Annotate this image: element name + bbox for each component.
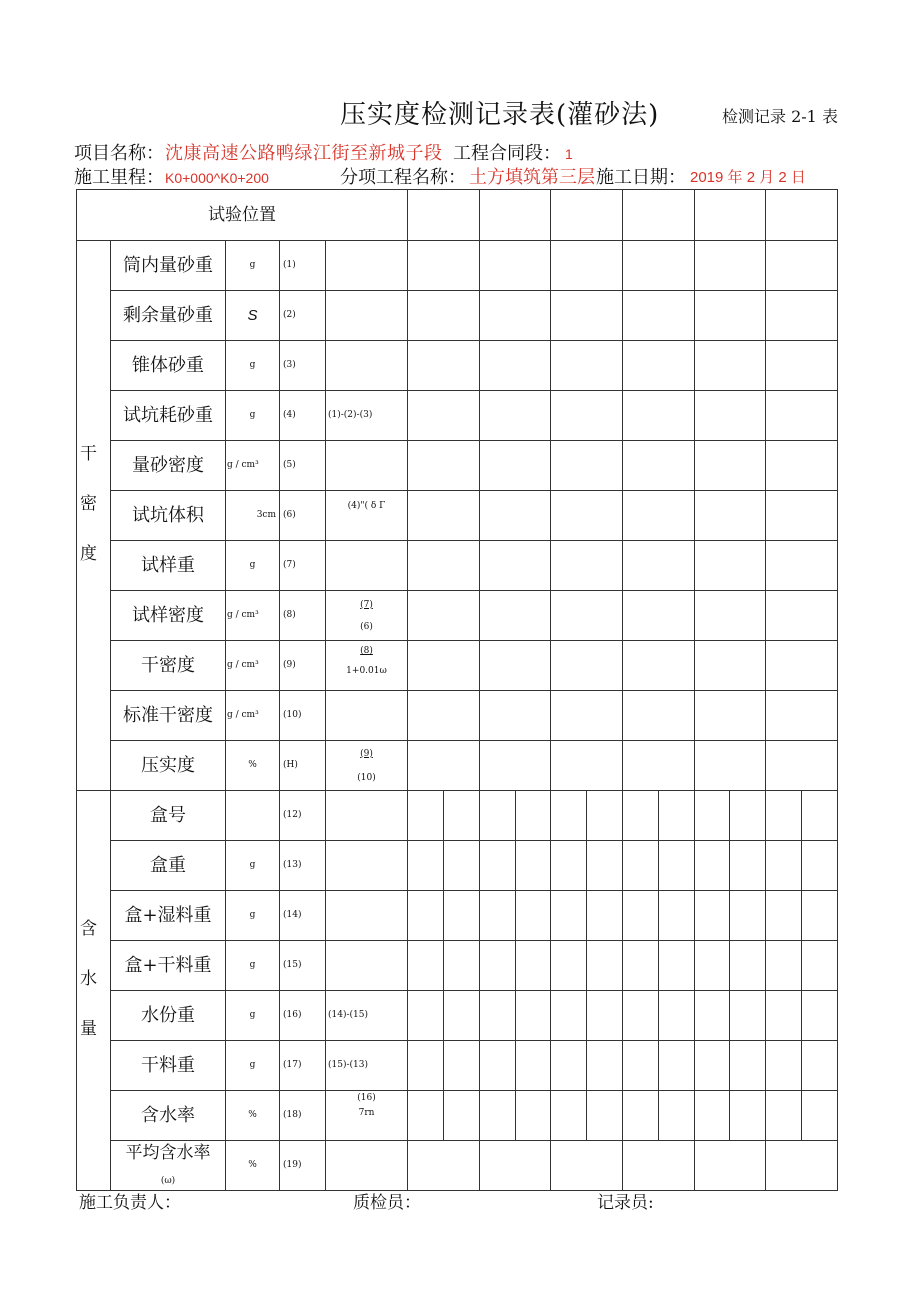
table-row (77, 291, 838, 341)
data-cell (694, 791, 730, 841)
data-cell (766, 941, 802, 991)
data-cell (622, 1041, 658, 1091)
data-cell (694, 441, 766, 491)
data-cell (622, 541, 694, 591)
data-cell (766, 391, 838, 441)
data-cell (802, 991, 838, 1041)
table-row (77, 391, 838, 441)
data-cell (479, 241, 551, 291)
item-name: 筒内量砂重 (111, 241, 226, 291)
row-number: (1) (280, 241, 326, 291)
formula (326, 441, 408, 491)
unit: g (226, 1041, 280, 1091)
data-cell (802, 1041, 838, 1091)
data-cell (694, 691, 766, 741)
row-number: (5) (280, 441, 326, 491)
data-cell (622, 391, 694, 441)
data-cell (408, 591, 480, 641)
formula-numerator: (16) (357, 1093, 376, 1103)
data-cell (694, 641, 766, 691)
unit: g (226, 541, 280, 591)
formula-fraction (326, 591, 408, 641)
data-cell (479, 541, 551, 591)
document-title: 压实度检测记录表(灌砂法) (340, 100, 660, 130)
data-cell (551, 591, 623, 641)
row-number: (6) (280, 491, 326, 541)
data-cell (408, 291, 480, 341)
data-cell (443, 791, 479, 841)
data-cell (622, 1141, 694, 1191)
test-position-cell (622, 190, 694, 241)
unit: % (226, 1141, 280, 1191)
data-cell (622, 291, 694, 341)
data-cell (658, 1041, 694, 1091)
data-cell (408, 791, 444, 841)
item-name: 试样重 (111, 541, 226, 591)
data-cell (551, 241, 623, 291)
data-cell (694, 941, 730, 991)
data-cell (515, 791, 551, 841)
unit: g (226, 991, 280, 1041)
row-number: (2) (280, 291, 326, 341)
formula (326, 241, 408, 291)
data-cell (694, 341, 766, 391)
item-subscript: (ω) (160, 1176, 176, 1186)
test-position-cell (479, 190, 551, 241)
item-name: 标准干密度 (111, 691, 226, 741)
data-cell (694, 1141, 766, 1191)
row-number: (10) (280, 691, 326, 741)
data-cell (802, 941, 838, 991)
data-cell (587, 891, 623, 941)
data-cell (443, 841, 479, 891)
quality-inspector-label: 质检员： (353, 1193, 421, 1213)
unit: g / cm³ (226, 441, 280, 491)
data-cell (766, 591, 838, 641)
section-char: 密 (80, 493, 97, 514)
data-cell (766, 991, 802, 1041)
item-name: 压实度 (111, 741, 226, 791)
unit: g / cm³ (226, 691, 280, 741)
data-cell (587, 791, 623, 841)
row-number: (3) (280, 341, 326, 391)
item-name: 含水率 (111, 1091, 226, 1141)
data-cell (587, 841, 623, 891)
item-name: 水份重 (111, 991, 226, 1041)
data-cell (730, 941, 766, 991)
item-name: 量砂密度 (111, 441, 226, 491)
table-row (77, 991, 838, 1041)
unit: g / cm³ (226, 591, 280, 641)
data-cell (587, 991, 623, 1041)
data-cell (408, 1041, 444, 1091)
data-cell (694, 491, 766, 541)
formula: (4)"( δ Γ (326, 491, 408, 541)
data-cell (622, 741, 694, 791)
data-cell (766, 1141, 838, 1191)
contract-value: 1 (565, 146, 573, 162)
formula-numerator: (9) (360, 748, 373, 759)
item-name: 盒+干料重 (111, 941, 226, 991)
data-cell (766, 841, 802, 891)
table-row (77, 841, 838, 891)
row-number: (12) (280, 791, 326, 841)
date-value: 2019 年 2 月 2 日 (690, 169, 806, 186)
data-cell (479, 891, 515, 941)
mileage-value: K0+000^K0+200 (165, 170, 269, 186)
data-cell (551, 1141, 623, 1191)
data-cell (551, 941, 587, 991)
formula-numerator: (8) (360, 646, 373, 656)
unit: g (226, 941, 280, 991)
formula (326, 841, 408, 891)
data-cell (730, 1091, 766, 1141)
data-cell (658, 791, 694, 841)
row-number: (9) (280, 641, 326, 691)
unit: g / cm³ (226, 641, 280, 691)
formula (326, 941, 408, 991)
data-cell (766, 441, 838, 491)
data-cell (479, 291, 551, 341)
section-char: 含 (80, 918, 97, 939)
data-cell (766, 541, 838, 591)
data-cell (443, 941, 479, 991)
data-cell (622, 891, 658, 941)
row-number: (18) (280, 1091, 326, 1141)
test-position-cell (408, 190, 480, 241)
table-row (77, 1141, 838, 1191)
data-cell (515, 891, 551, 941)
table-row (77, 441, 838, 491)
unit: g (226, 391, 280, 441)
item-name: 盒重 (111, 841, 226, 891)
data-cell (766, 1041, 802, 1091)
data-cell (551, 641, 623, 691)
row-number: (4) (280, 391, 326, 441)
mileage-label: 施工里程： (74, 167, 164, 188)
data-cell (443, 891, 479, 941)
table-row (77, 591, 838, 641)
table-row (77, 541, 838, 591)
item-name: 干料重 (111, 1041, 226, 1091)
subitem-label: 分项工程名称： (340, 167, 466, 188)
data-cell (622, 691, 694, 741)
section-char: 水 (80, 968, 97, 989)
formula: (1)-(2)-(3) (326, 391, 408, 441)
data-cell (658, 941, 694, 991)
table-row (77, 641, 838, 691)
data-cell (766, 891, 802, 941)
data-cell (515, 1041, 551, 1091)
data-cell (766, 641, 838, 691)
data-cell (408, 1091, 444, 1141)
formula-fraction (326, 741, 408, 791)
data-cell (622, 591, 694, 641)
data-cell (551, 691, 623, 741)
data-cell (802, 891, 838, 941)
row-number: (13) (280, 841, 326, 891)
data-cell (479, 341, 551, 391)
data-cell (408, 1141, 480, 1191)
project-label: 项目名称： (74, 143, 164, 164)
project-value: 沈康高速公路鸭绿江街至新城子段 (165, 143, 443, 164)
data-cell (479, 791, 515, 841)
header-row (77, 190, 838, 241)
data-cell (515, 941, 551, 991)
formula-fraction (326, 641, 408, 691)
row-number: (19) (280, 1141, 326, 1191)
data-cell (658, 891, 694, 941)
data-cell (479, 691, 551, 741)
data-cell (479, 1091, 515, 1141)
item-name: 平均含水率 (125, 1143, 211, 1163)
item-name: 锥体砂重 (111, 341, 226, 391)
data-cell (479, 441, 551, 491)
test-position-cell (551, 190, 623, 241)
data-cell (551, 841, 587, 891)
data-cell (479, 591, 551, 641)
formula (326, 341, 408, 391)
data-cell (551, 741, 623, 791)
data-cell (479, 741, 551, 791)
formula (326, 891, 408, 941)
item-name: 试坑体积 (111, 491, 226, 541)
formula-fraction (326, 1091, 408, 1141)
unit: g (226, 341, 280, 391)
date-label: 施工日期： (596, 167, 686, 188)
formula-denominator: 7rn (358, 1108, 375, 1118)
data-cell (622, 991, 658, 1041)
construction-lead-label: 施工负责人： (79, 1193, 181, 1213)
data-cell (408, 491, 480, 541)
formula-denominator: (6) (360, 621, 373, 632)
table-row (77, 941, 838, 991)
row-number: (15) (280, 941, 326, 991)
data-cell (408, 441, 480, 491)
data-cell (551, 391, 623, 441)
data-cell (622, 941, 658, 991)
data-cell (408, 741, 480, 791)
data-cell (802, 841, 838, 891)
data-cell (551, 541, 623, 591)
item-name: 盒号 (111, 791, 226, 841)
data-cell (802, 791, 838, 841)
unit: % (226, 741, 280, 791)
table-row (77, 241, 838, 291)
data-cell (587, 1091, 623, 1141)
data-cell (766, 341, 838, 391)
data-cell (766, 241, 838, 291)
data-cell (408, 341, 480, 391)
data-cell (551, 291, 623, 341)
formula (326, 691, 408, 741)
data-cell (479, 991, 515, 1041)
data-cell (515, 1091, 551, 1141)
table-row (77, 691, 838, 741)
item-name: 干密度 (111, 641, 226, 691)
data-cell (479, 391, 551, 441)
data-cell (479, 941, 515, 991)
data-cell (443, 1091, 479, 1141)
data-cell (622, 841, 658, 891)
item-name: 试样密度 (111, 591, 226, 641)
test-position-cell (766, 190, 838, 241)
data-cell (622, 241, 694, 291)
data-cell (515, 841, 551, 891)
data-cell (622, 491, 694, 541)
data-cell (408, 991, 444, 1041)
data-cell (694, 1091, 730, 1141)
data-cell (551, 341, 623, 391)
data-cell (694, 541, 766, 591)
data-cell (551, 991, 587, 1041)
data-cell (694, 391, 766, 441)
data-cell (551, 791, 587, 841)
data-cell (766, 291, 838, 341)
data-cell (443, 991, 479, 1041)
formula (326, 1141, 408, 1191)
data-cell (408, 641, 480, 691)
table-row (77, 1041, 838, 1091)
data-cell (408, 691, 480, 741)
record-table (76, 189, 838, 1191)
data-cell (408, 391, 480, 441)
item-name: 试坑耗砂重 (111, 391, 226, 441)
data-cell (766, 791, 802, 841)
data-cell (694, 591, 766, 641)
data-cell (408, 841, 444, 891)
data-cell (551, 1041, 587, 1091)
table-row (77, 741, 838, 791)
data-cell (694, 291, 766, 341)
data-cell (694, 991, 730, 1041)
data-cell (622, 1091, 658, 1141)
formula-denominator: 1+0.01ω (346, 666, 387, 676)
data-cell (694, 841, 730, 891)
data-cell (551, 891, 587, 941)
data-cell (551, 491, 623, 541)
row-number: (H) (280, 741, 326, 791)
data-cell (622, 641, 694, 691)
data-cell (622, 791, 658, 841)
data-cell (766, 741, 838, 791)
data-cell (587, 1041, 623, 1091)
row-number: (14) (280, 891, 326, 941)
formula-denominator: (10) (357, 772, 376, 783)
formula (326, 791, 408, 841)
data-cell (766, 491, 838, 541)
data-cell (730, 991, 766, 1041)
unit: 3cm (226, 491, 280, 541)
data-cell (658, 991, 694, 1041)
data-cell (766, 1091, 802, 1141)
data-cell (622, 441, 694, 491)
table-row (77, 891, 838, 941)
data-cell (587, 941, 623, 991)
data-cell (658, 841, 694, 891)
row-number: (16) (280, 991, 326, 1041)
data-cell (408, 541, 480, 591)
test-position-label: 试验位置 (77, 190, 408, 241)
item-name-cell (111, 1141, 226, 1191)
section-char: 干 (80, 443, 97, 464)
data-cell (730, 841, 766, 891)
data-cell (515, 991, 551, 1041)
data-cell (658, 1091, 694, 1141)
unit: g (226, 841, 280, 891)
data-cell (730, 891, 766, 941)
unit: % (226, 1091, 280, 1141)
form-code: 检测记录 2-1 表 (722, 107, 838, 126)
data-cell (408, 891, 444, 941)
data-cell (408, 941, 444, 991)
unit: g (226, 241, 280, 291)
formula: (15)-(13) (326, 1041, 408, 1091)
row-number: (8) (280, 591, 326, 641)
data-cell (802, 1091, 838, 1141)
formula: (14)-(15) (326, 991, 408, 1041)
table-row (77, 491, 838, 541)
unit: S (226, 291, 280, 341)
data-cell (730, 1041, 766, 1091)
data-cell (694, 1041, 730, 1091)
data-cell (551, 1091, 587, 1141)
data-cell (694, 891, 730, 941)
data-cell (479, 491, 551, 541)
unit (226, 791, 280, 841)
data-cell (622, 341, 694, 391)
section-char: 度 (80, 543, 97, 564)
section-label-moisture (77, 791, 111, 1191)
formula (326, 541, 408, 591)
table-row (77, 1091, 838, 1141)
section-char: 量 (80, 1018, 97, 1039)
data-cell (479, 841, 515, 891)
data-cell (694, 741, 766, 791)
contract-label: 工程合同段： (453, 143, 561, 164)
row-number: (17) (280, 1041, 326, 1091)
table-row (77, 791, 838, 841)
data-cell (766, 691, 838, 741)
data-cell (551, 441, 623, 491)
row-number: (7) (280, 541, 326, 591)
data-cell (694, 241, 766, 291)
data-cell (730, 791, 766, 841)
table-row (77, 341, 838, 391)
data-cell (479, 1041, 515, 1091)
data-cell (408, 241, 480, 291)
data-cell (443, 1041, 479, 1091)
formula-numerator: (7) (360, 599, 373, 610)
unit: g (226, 891, 280, 941)
section-label-dry-density (77, 241, 111, 791)
subitem-value: 土方填筑第三层 (469, 167, 595, 188)
item-name: 剩余量砂重 (111, 291, 226, 341)
test-position-cell (694, 190, 766, 241)
item-name: 盒+湿料重 (111, 891, 226, 941)
recorder-label: 记录员: (597, 1193, 654, 1213)
data-cell (479, 1141, 551, 1191)
formula (326, 291, 408, 341)
data-cell (479, 641, 551, 691)
